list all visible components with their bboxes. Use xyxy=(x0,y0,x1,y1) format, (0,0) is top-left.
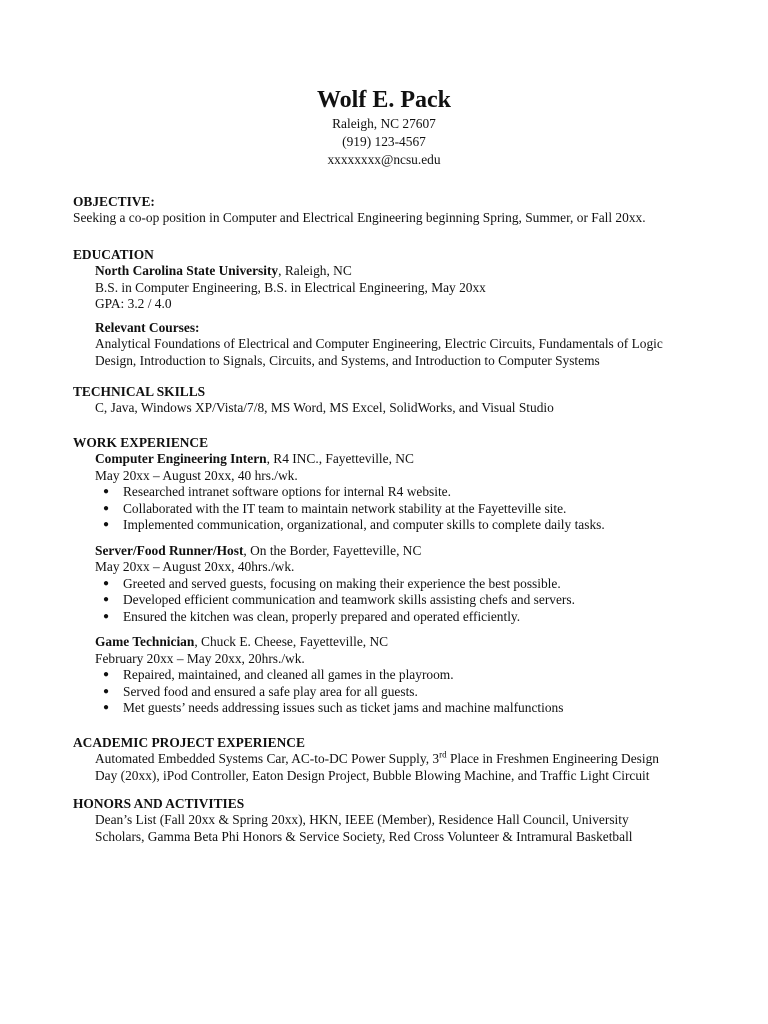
school-location: , Raleigh, NC xyxy=(278,263,352,278)
objective-heading: OBJECTIVE: xyxy=(73,194,155,209)
address: Raleigh, NC 27607 xyxy=(332,116,436,131)
education-section xyxy=(73,246,713,369)
job-employer: , Chuck E. Cheese, Fayetteville, NC xyxy=(194,634,389,649)
ordinal-suffix: rd xyxy=(439,749,447,760)
job-dates: February 20xx – May 20xx, 20hrs./wk. xyxy=(95,650,305,666)
projects-heading: ACADEMIC PROJECT EXPERIENCE xyxy=(73,735,305,750)
job-title: Server/Food Runner/Host xyxy=(95,542,244,558)
candidate-name: Wolf E. Pack xyxy=(316,87,451,113)
school-line xyxy=(95,263,713,280)
courses-line-1: Analytical Foundations of Electrical and Computer Engineering, Electric Circuits, Fundamentals of Logic xyxy=(95,336,663,351)
skills-text: C, Java, Windows XP/Vista/7/8, MS Word, MS Excel, SolidWorks, and Visual Studio xyxy=(95,400,554,415)
job-bullet: ● Met guests’ needs addressing issues such as ticket jams and machine malfunctions xyxy=(95,700,713,717)
email: xxxxxxxx@ncsu.edu xyxy=(327,152,441,167)
job-bullet: ● Served food and ensured a safe play area for all guests. xyxy=(95,684,713,701)
job-3 xyxy=(95,634,713,717)
job-employer: , R4 INC., Fayetteville, NC xyxy=(266,451,414,466)
job-title-line xyxy=(95,543,713,560)
job-employer: , On the Border, Fayetteville, NC xyxy=(243,542,422,558)
objective-section xyxy=(73,193,713,227)
job-bullet: ● Collaborated with the IT team to maintain network stability at the Fayetteville site. xyxy=(95,501,713,518)
projects-text: Automated Embedded Systems Car, AC-to-DC Power Supply, 3 xyxy=(95,751,440,766)
courses-line-2: Design, Introduction to Signals, Circuits, and Systems, and Introduction to Computer Systems xyxy=(95,352,600,368)
honors-line-1: Dean’s List (Fall 20xx & Spring 20xx), HKN, IEEE (Member), Residence Hall Council, University xyxy=(95,812,629,827)
gpa: GPA: 3.2 / 4.0 xyxy=(95,296,172,311)
job-title-line xyxy=(95,634,713,651)
education-heading: EDUCATION xyxy=(73,247,154,262)
job-bullet: ● Implemented communication, organizational, and computer skills to complete daily tasks. xyxy=(95,517,713,534)
job-bullet: ● Researched intranet software options for internal R4 website. xyxy=(95,484,713,501)
objective-text: Seeking a co-op position in Computer and Electrical Engineering beginning Spring, Summer, or Fall 20xx. xyxy=(73,210,646,225)
resume-header xyxy=(0,85,768,169)
job-bullet: ● Greeted and served guests, focusing on making their experience the best possible. xyxy=(95,576,713,593)
skills-section xyxy=(73,383,713,417)
school-name: North Carolina State University xyxy=(95,263,279,278)
job-2 xyxy=(95,543,713,626)
projects-section xyxy=(73,734,713,784)
degree: B.S. in Computer Engineering, B.S. in Electrical Engineering, May 20xx xyxy=(95,279,486,295)
job-title: Game Technician xyxy=(95,634,195,649)
honors-section xyxy=(73,795,713,845)
job-bullet: ● Ensured the kitchen was clean, properly prepared and operated efficiently. xyxy=(95,609,713,626)
job-title-line xyxy=(95,451,713,468)
job-dates: May 20xx – August 20xx, 40hrs./wk. xyxy=(95,559,295,574)
job-title: Computer Engineering Intern xyxy=(95,451,267,466)
projects-line-2: Day (20xx), iPod Controller, Eaton Design Project, Bubble Blowing Machine, and Traffic Light Circuit xyxy=(95,767,650,783)
job-bullet: ● Developed efficient communication and teamwork skills assisting chefs and servers. xyxy=(95,592,713,609)
honors-line-2: Scholars, Gamma Beta Phi Honors & Service Society, Red Cross Volunteer & Intramural Basketball xyxy=(95,828,633,844)
job-bullet: ● Repaired, maintained, and cleaned all games in the playroom. xyxy=(95,667,713,684)
skills-heading: TECHNICAL SKILLS xyxy=(73,384,206,399)
job-1 xyxy=(95,451,713,534)
work-heading: WORK EXPERIENCE xyxy=(73,435,209,450)
courses-heading: Relevant Courses: xyxy=(95,319,200,335)
projects-line-1 xyxy=(95,751,713,768)
work-section xyxy=(73,434,713,717)
honors-heading: HONORS AND ACTIVITIES xyxy=(73,796,245,811)
job-dates: May 20xx – August 20xx, 40 hrs./wk. xyxy=(95,467,298,483)
projects-text: Place in Freshmen Engineering Design xyxy=(446,751,659,766)
phone: (919) 123-4567 xyxy=(342,134,426,149)
